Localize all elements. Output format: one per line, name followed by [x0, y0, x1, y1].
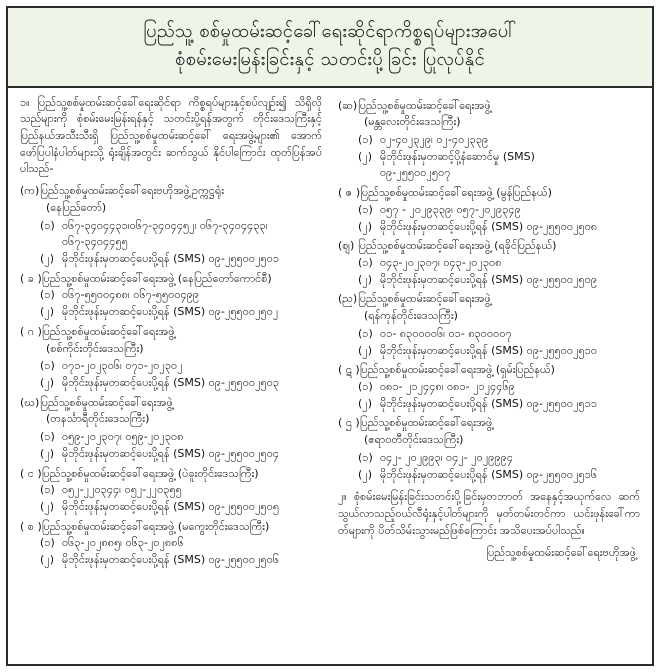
contact-item — [338, 219, 640, 236]
contact-item-number: (၁) — [358, 326, 373, 340]
group-title: ပြည်သူ့စစ်မှုထမ်းဆင့်ခေါ်ရေးဗဟိုအဖွဲ့ဥက္ကဋ္ဌရုံး — [40, 184, 224, 198]
left-column — [16, 95, 330, 661]
contact-group — [338, 238, 640, 288]
contact-item-number: (၂) — [40, 251, 54, 265]
contact-item — [20, 446, 322, 463]
contact-group-heading — [338, 415, 640, 432]
group-note: (တနင်္သာရီတိုင်းဒေသကြီး) — [46, 412, 150, 426]
contact-item-text: ဝ၅၂-၂၂၀၃၄၄၊ ဝ၅၂-၂၂၀၃၅၅ — [62, 483, 182, 497]
closing-paragraph: ၂။ စုံစမ်းမေးမြန်းခြင်းသတင်းပို့ခြင်းမှတဘာတ် အနေနှင့်အယုက်လေ ဆက်သွယ်လာသည့်ဝယ်လီရုံးနှင့်ပါတ်များကို မှတ်တမ်းတင်ကာ ယင်းဖုန်းခေါ်ကာတ်များကို ပိတ်သိမ်းသွားမည်ဖြစ်ကြောင်း အသိပေးအပ်ပါသည်။ — [338, 490, 640, 537]
contact-item — [20, 287, 322, 304]
contact-item-text: ဝ၆၇-၃၄၀၄၄၅၅ — [62, 235, 128, 249]
contact-group-heading — [20, 324, 322, 341]
contact-group — [20, 519, 322, 569]
contact-item — [338, 396, 640, 413]
header-title-line-2: စုံစမ်းမေးမြန်းခြင်းနှင့် သတင်းပို့ခြင်း ပြုလုပ်နိုင် — [175, 48, 485, 70]
contact-item-number: (၂) — [40, 553, 54, 567]
contact-item — [20, 304, 322, 321]
contact-item-text: မိုဘိုင်းဖုန်းမှတဆင့်ပေးပို့ရန် (SMS) ဝ၉-၂၅၅၀၀၂၅၀၆ — [62, 553, 280, 567]
contact-item-number: (၁) — [358, 450, 373, 464]
contact-group-heading — [338, 362, 640, 379]
contact-item-text: မိုဘိုင်းဖုန်းမှတဆင့်ပေးပို့ရန် (SMS) ဝ၉-၂၅၅၀၀၂၅၀၅ — [62, 500, 280, 514]
contact-item — [20, 218, 322, 235]
contact-item-text: မိုဘိုင်းဖုန်းမှတဆင့်ပို့နံဆောင်မှု (SMS) — [380, 149, 535, 163]
group-label: ( င ) — [20, 466, 42, 480]
contact-item-text: မိုဘိုင်းဖုန်းမှတဆင့်ပေးပို့ရန် (SMS) ဝ၉-၂၅၅၀၀၂၅၀၂ — [62, 305, 279, 319]
contact-item-text: ဝ၂-၄၀၂၃၂၉၊ ဝ၂-၄၀၂၃၃၉ — [380, 132, 489, 146]
contact-item-text: မိုဘိုင်းဖုန်းမှတဆင့်ပေးပို့ရန် (SMS) ဝ၉-၂၅၅၀၀၂၅၁၆ — [380, 467, 598, 481]
group-label: ( ခ ) — [20, 271, 42, 285]
contact-item — [338, 343, 640, 360]
contact-item — [20, 499, 322, 516]
contact-item-number: (၂) — [40, 500, 54, 514]
contact-item-text: မိုဘိုင်းဖုန်းမှတဆင့်ပေးပို့ရန် (SMS) ဝ၉-၂၅၅၀၀၂၅၀၃ — [62, 376, 280, 389]
group-title: ပြည်သူ့စစ်မှုထမ်းဆင့်ခေါ်ရေးအဖွဲ့ (ရှမ်းပြည်နယ်) — [359, 363, 555, 377]
contact-item-number: (၁) — [40, 483, 55, 497]
contact-item-text: ဝ၄၂- ၂၀၂၉၉၃၊ ဝ၄၂- ၂၀၂၉၉၉၄ — [380, 450, 514, 464]
contact-group — [20, 271, 322, 321]
contact-item — [20, 358, 322, 375]
group-title: ပြည်သူ့စစ်မှုထမ်းဆင့်ခေါ်ရေးအဖွဲ့ — [40, 395, 173, 409]
contact-item-number: (၂) — [358, 272, 372, 286]
contact-group-heading — [20, 466, 322, 483]
contact-item-number: (၁) — [358, 255, 373, 269]
contact-item-text: ဝ၆၇-၃၄၀၄၄၃၁၊ဝ၆၇-၃၄၀၄၄၅၂၊ ဝ၆၇-၃၄၀၄၄၃၃၊ — [62, 218, 268, 232]
contact-item-text: မိုဘိုင်းဖုန်းမှတဆင့်ပေးပို့ရန် (SMS) ဝ၉-၂၅၅၀၀၂၅၀၄ — [62, 446, 280, 460]
contact-group-heading — [20, 183, 322, 200]
contact-item-text: ဝ၆၇-၅၅၀၀၄၈၈၊ ဝ၆၇-၅၅၀၀၄၉၉ — [62, 288, 200, 302]
group-title: ပြည်သူ့စစ်မှုထမ်းဆင့်ခေါ်ရေးအဖွဲ့ — [358, 292, 491, 306]
group-title: ပြည်သူ့စစ်မှုထမ်းဆင့်ခေါ်ရေးအဖွဲ့ — [41, 324, 175, 338]
contact-item — [338, 132, 640, 149]
contact-item-text: ဝ၈၁- ၂၁၂၄၄၈၊ ဝ၈၁- ၂၁၂၄၄၆၉ — [380, 380, 515, 393]
group-label: ( ဇ ) — [338, 186, 361, 200]
contact-item — [338, 326, 640, 343]
contact-item-text: ဝ၅၉-၂၀၂၃၀၇၊ ဝ၅၉-၂၀၂၃၀၈ — [62, 430, 184, 444]
contact-item-text: မိုဘိုင်းဖုန်းမှတဆင့်ပေးပို့ရန် (SMS) ဝ၉-၂၅၅၀၀၂၅၀၉ — [380, 272, 598, 286]
group-title: ပြည်သူ့စစ်မှုထမ်းဆင့်ခေါ်ရေးအဖွဲ့ (ရခိုင်ပြည်နယ်) — [358, 239, 557, 253]
group-note: (ရန်ကုန်တိုင်းဒေသကြီး) — [364, 309, 458, 323]
contact-group — [338, 291, 640, 359]
group-title: ပြည်သူ့စစ်မှုထမ်းဆင့်ခေါ်ရေးအဖွဲ့ (နေပြည်တော်ကောင်စီ) — [41, 271, 272, 285]
group-title: ပြည်သူ့စစ်မှုထမ်းဆင့်ခေါ်ရေးအဖွဲ့ — [358, 98, 491, 112]
contact-item — [338, 467, 640, 484]
contact-item-number: (၂) — [358, 149, 372, 163]
group-title: ပြည်သူ့စစ်မှုထမ်းဆင့်ခေါ်ရေးအဖွဲ့ — [359, 416, 493, 430]
contact-group — [20, 395, 322, 463]
contact-group — [338, 185, 640, 235]
contact-group — [20, 324, 322, 392]
signature-line: ပြည်သူ့စစ်မှုထမ်းဆင့်ခေါ်ရေးဗဟိုအဖွဲ့ — [486, 546, 636, 560]
contact-item-text: မိုဘိုင်းဖုန်းမှတဆင့်ပေးပို့ရန် (SMS) ဝ၉-၂၅၅၀၀၂၅၁၀ — [380, 343, 598, 357]
contact-group-heading — [338, 98, 640, 115]
contact-item — [20, 234, 322, 251]
contact-group-heading — [20, 395, 322, 412]
contact-item-number: (၁) — [358, 380, 373, 393]
contact-item-text: ဝ၉-၂၅၅၀၀၂၅၀၇ — [380, 166, 451, 180]
intro-paragraph: ၁။ ပြည်သူ့စစ်မှုထမ်းဆင့်ခေါ်ရေးဆိုင်ရာ ကိစ္စရပ်များနှင့်စပ်လျဉ်း၍ သိရှိလိုသည်များကို စုံစမ်းမေးမြန်းရန်နှင့် သတင်းပို့ရန်အတွက် တိုင်းဒေသကြီးနှင့် ပြည်နယ်အသီးသီးရှိ ပြည်သူ့စစ်မှုထမ်းဆင့်ခေါ် ရေးအဖွဲ့များ၏ အောက်ဖော်ပြပါနံပါတ်များသို့ ရုံးချိန်အတွင်း ဆက်သွယ် နိုင်ပါကြောင်း ထုတ်ပြန်အပ်ပါသည်- — [20, 95, 322, 176]
announcement-header — [8, 8, 652, 88]
contact-item-number: (၂) — [40, 446, 54, 460]
group-label: ( ဋ ) — [338, 363, 360, 377]
contact-group-heading — [338, 238, 640, 255]
contact-item — [338, 272, 640, 289]
contact-item-number: (၂) — [40, 305, 54, 319]
contact-item-text: မိုဘိုင်းဖုန်းမှတဆင့်ပေးပို့ရန် (SMS) ဝ၉-၂၅၅၀၀၂၅၁၁ — [380, 396, 598, 410]
contact-item-number: (၂) — [40, 376, 54, 389]
contact-item — [338, 165, 640, 182]
group-label: (ဃ) — [20, 395, 40, 409]
header-title-line-1: ပြည်သူ့ စစ်မှုထမ်းဆင့်ခေါ်ရေးဆိုင်ရာကိစ္စရပ်များအပေါ် — [143, 21, 517, 42]
document-body — [8, 88, 652, 665]
contact-item-number: (၂) — [358, 467, 372, 481]
contact-item — [20, 535, 322, 552]
right-column — [330, 95, 644, 661]
group-note: (မန္တလေးတိုင်းဒေသကြီး) — [364, 115, 461, 129]
contact-item — [20, 429, 322, 446]
contact-item-number: (၁) — [40, 218, 55, 232]
contact-item — [20, 251, 322, 268]
contact-group-heading — [20, 519, 322, 536]
contact-item-number: (၁) — [40, 430, 55, 444]
contact-item — [20, 482, 322, 499]
group-label: (က) — [20, 184, 40, 198]
contact-item-text: မိုဘိုင်းဖုန်းမှတဆင့်ပေးပို့ရန် (SMS) ဝ၉-၂၅၅၀၀၂၅၀၈ — [380, 219, 598, 233]
document-frame — [6, 6, 654, 666]
group-title: ပြည်သူ့စစ်မှုထမ်းဆင့်ခေါ်ရေးအဖွဲ့ (ပဲခူးတိုင်းဒေသကြီး) — [41, 466, 259, 480]
contact-item-number: (၁) — [40, 288, 55, 302]
contact-item-number: (၁) — [358, 202, 373, 216]
group-note: (ဧရာဝတီတိုင်းဒေသကြီး) — [364, 433, 464, 447]
contact-item — [20, 552, 322, 569]
contact-item-number: (၂) — [358, 219, 372, 233]
contact-item — [338, 149, 640, 166]
group-label: (ဈ) — [338, 239, 355, 253]
contact-group — [20, 183, 322, 268]
contact-group-heading — [338, 291, 640, 308]
group-note: (နေပြည်တော်) — [46, 200, 107, 214]
contact-item-text: ဝ၆၃-၂၀၂၈၈၅၊ ဝ၆၃-၂၀၂၈၈၆ — [62, 536, 184, 550]
group-label: ( ဌ ) — [338, 416, 360, 430]
contact-item — [338, 450, 640, 467]
group-label: (ဆ) — [338, 98, 358, 112]
contact-item — [338, 202, 640, 219]
contact-item-number: (၂) — [358, 396, 372, 410]
contact-item-text: ဝ၅၇ - ၂၀၂၉၃၃၉၊ ဝ၅၇-၂၀၂၉၃၄၉ — [380, 202, 521, 216]
contact-group — [338, 415, 640, 483]
group-label: (ည) — [338, 292, 358, 306]
contact-item — [338, 255, 640, 272]
contact-item-number: (၂) — [358, 343, 372, 357]
group-label: ( စ ) — [20, 519, 42, 533]
contact-item-text: ဝ၄၃-၂၀၂၃၀၇၊ ဝ၄၃-၂၀၂၃၀၈ — [380, 255, 502, 269]
contact-group-heading — [20, 271, 322, 288]
contact-item-number: (၁) — [358, 132, 373, 146]
contact-item — [20, 375, 322, 392]
contact-item-number: (၁) — [40, 359, 55, 373]
left-groups-list — [20, 183, 322, 569]
contact-group — [20, 466, 322, 516]
contact-item-number: (၁) — [40, 536, 55, 550]
contact-group-heading — [338, 185, 640, 202]
contact-group — [338, 98, 640, 183]
group-note: (စစ်ကိုင်းတိုင်းဒေသကြီး) — [46, 341, 144, 355]
contact-item — [338, 379, 640, 396]
group-title: ပြည်သူ့စစ်မှုထမ်းဆင့်ခေါ်ရေးအဖွဲ့ (မွန်ပြည်နယ်) — [360, 186, 552, 200]
group-label: ( ဂ ) — [20, 324, 42, 338]
contact-item-text: ဝ၇၁-၂၀၂၃၀၆၊ ဝ၇၁-၂၀၂၃၀၂ — [62, 359, 183, 373]
right-groups-list — [338, 98, 640, 484]
group-title: ပြည်သူ့စစ်မှုထမ်းဆင့်ခေါ်ရေးအဖွဲ့ (မကွေးတိုင်းဒေသကြီး) — [41, 519, 270, 533]
contact-item-text: ၀၁- ၈၃၀၀၀၀၆၊ ၀၁- ၈၃၀၀၀၀၇ — [380, 326, 512, 340]
contact-group — [338, 362, 640, 412]
contact-item-text: မိုဘိုင်းဖုန်းမှတဆင့်ပေးပို့ရန် (SMS) ဝ၉-၂၅၅၀၀၂၅၀၁ — [62, 251, 280, 265]
